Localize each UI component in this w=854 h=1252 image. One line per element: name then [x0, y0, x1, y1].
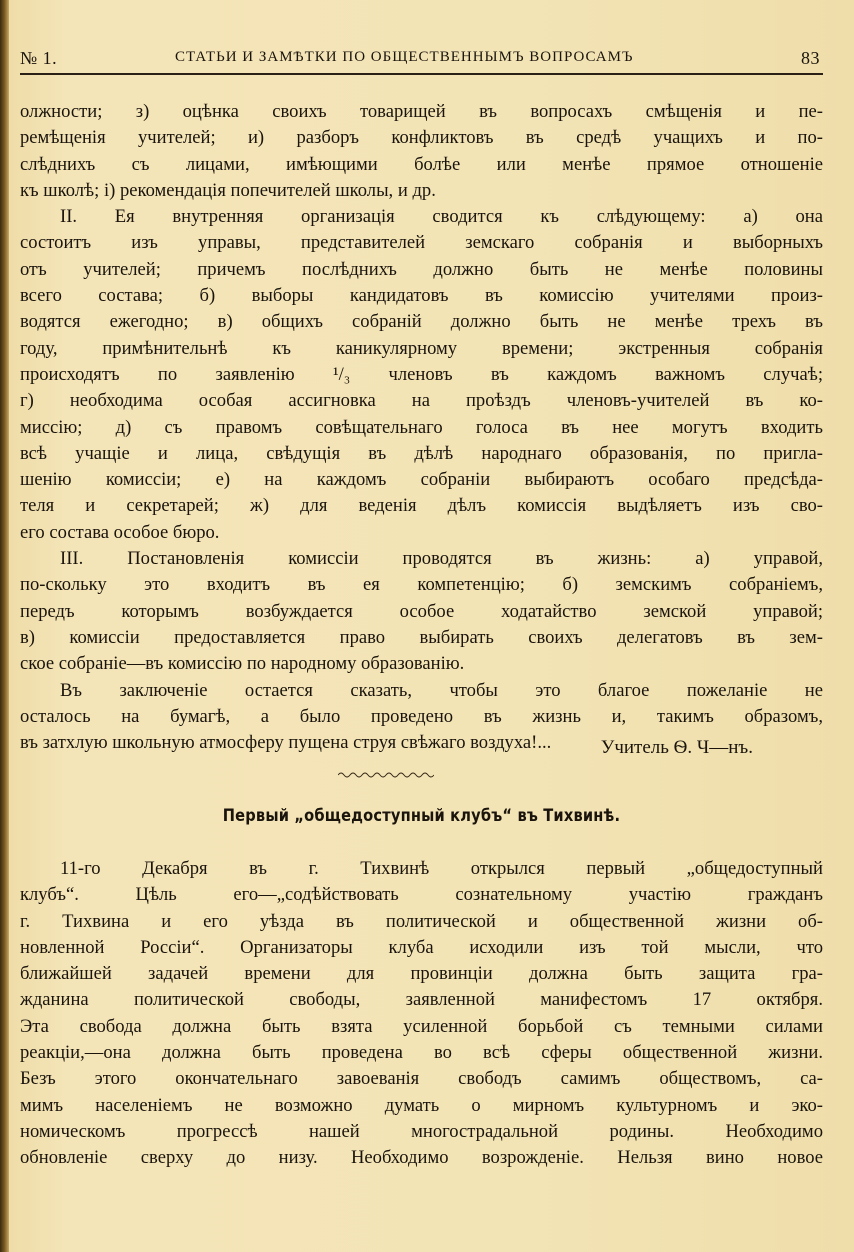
- text-line: шенію комиссіи; е) на каждомъ собраніи выбираютъ особаго предсѣда-: [20, 469, 823, 491]
- text-line: новленной Россіи“. Организаторы клуба исходили изъ той мысли, что: [20, 936, 823, 958]
- text-line: всѣ учащіе и лица, свѣдущія въ дѣлѣ народнаго образованія, по пригла-: [20, 442, 823, 464]
- header-rule: [20, 73, 823, 75]
- text-line: номическомъ прогрессѣ нашей многострадальной родины. Необходимо: [20, 1120, 823, 1142]
- issue-number: № 1.: [20, 48, 58, 68]
- text-line: мимъ населеніемъ не возможно думать о мирномъ культурномъ и эко-: [20, 1094, 823, 1116]
- text-line: III. Постановленія комиссіи проводятся въ жизнь: а) управой,: [60, 548, 823, 570]
- running-header: [20, 46, 820, 72]
- wavy-divider-ornament: [338, 771, 434, 779]
- text-line: отъ учителей; причемъ послѣднихъ должно быть не менѣе половины: [20, 258, 823, 280]
- text-line: осталось на бумагѣ, а было проведено въ жизнь и, такимъ образомъ,: [20, 705, 823, 727]
- text-line: 11-го Декабря въ г. Тихвинѣ открылся первый „общедоступный: [60, 858, 823, 879]
- text-line: г) необходима особая ассигновка на проѣздъ членовъ-учителей въ ко-: [20, 390, 823, 412]
- text-line: ближайшей задачей времени для провинціи должна быть защита гра-: [20, 963, 823, 985]
- text-line: состоитъ изъ управы, представителей земскаго собранія и выборныхъ: [20, 232, 823, 254]
- text-line: реакціи,—она должна быть проведена во всѣ сферы общественной жизни.: [20, 1042, 823, 1064]
- text-line: ское собраніе—въ комиссію по народному образованію.: [20, 653, 465, 675]
- article-2-body: [20, 856, 823, 1172]
- text-line: жданина политической свободы, заявленной манифестомъ 17 октября.: [20, 989, 823, 1011]
- article-2-title: Первый „общедоступный клубъ“ въ Тихвинѣ.: [222, 806, 621, 826]
- text-line: в) комиссіи предоставляется право выбирать своихъ делегатовъ въ зем-: [20, 626, 823, 648]
- text-line: теля и секретарей; ж) для веденія дѣлъ комиссія выдѣляетъ изъ сво-: [20, 495, 823, 517]
- text-line: Безъ этого окончательнаго завоеванія свободъ самимъ обществомъ, са-: [20, 1068, 823, 1090]
- text-line: II. Ея внутренняя организація сводится къ слѣдующему: а) она: [60, 206, 823, 228]
- page-number: 83: [801, 48, 820, 68]
- text-line: ремѣщенія учителей; и) разборъ конфликтовъ въ средѣ учащихъ и по-: [20, 127, 823, 149]
- text-line: его состава особое бюро.: [20, 521, 220, 543]
- text-line: Эта свобода должна быть взята усиленной борьбой съ темными силами: [20, 1015, 823, 1037]
- text-line: всего состава; б) выборы кандидатовъ въ комиссію учителями произ-: [20, 285, 823, 307]
- text-line: г. Тихвина и его уѣзда въ политической и общественной жизни об-: [20, 910, 823, 932]
- article-1-body: [20, 99, 823, 756]
- text-line: обновленіе сверху до низу. Необходимо возрожденіе. Нельзя вино новое: [20, 1147, 823, 1169]
- text-line: олжности; з) оцѣнка своихъ товарищей въ вопросахъ смѣщенія и пе-: [20, 101, 823, 122]
- text-line: происходятъ по заявленію ¹/₃ членовъ въ каждомъ важномъ случаѣ;: [20, 363, 823, 385]
- text-line: по-скольку это входитъ въ ея компетенцію; б) земскимъ собраніемъ,: [20, 574, 823, 596]
- text-line: году, примѣнительнѣ къ каникулярному времени; экстренныя собранія: [20, 337, 823, 359]
- author-signature: Учитель Ѳ. Ч—нъ.: [600, 737, 753, 758]
- text-line: къ школѣ; і) рекомендація попечителей школы, и др.: [20, 179, 436, 201]
- text-line: Въ заключеніе остается сказать, чтобы это благое пожеланіе не: [60, 679, 823, 701]
- text-line: слѣднихъ съ лицами, имѣющими болѣе или менѣе прямое отношеніе: [20, 153, 823, 175]
- text-line: водятся ежегодно; в) общихъ собраній должно быть не менѣе трехъ въ: [20, 311, 823, 333]
- text-line: миссію; д) съ правомъ совѣщательнаго голоса въ нее могутъ входить: [20, 416, 823, 438]
- section-heading: СТАТЬИ И ЗАМѢТКИ ПО ОБЩЕСТВЕННЫМЪ ВОПРОСАМЪ: [175, 49, 634, 65]
- text-line: въ затхлую школьную атмосферу пущена струя свѣжаго воздуха!...: [20, 732, 552, 754]
- book-spine-edge: [0, 0, 9, 1252]
- text-line: клубъ“. Цѣль его—„содѣйствовать сознательному участію гражданъ: [20, 884, 823, 906]
- text-line: передъ которымъ возбуждается особое ходатайство земской управой;: [20, 600, 823, 622]
